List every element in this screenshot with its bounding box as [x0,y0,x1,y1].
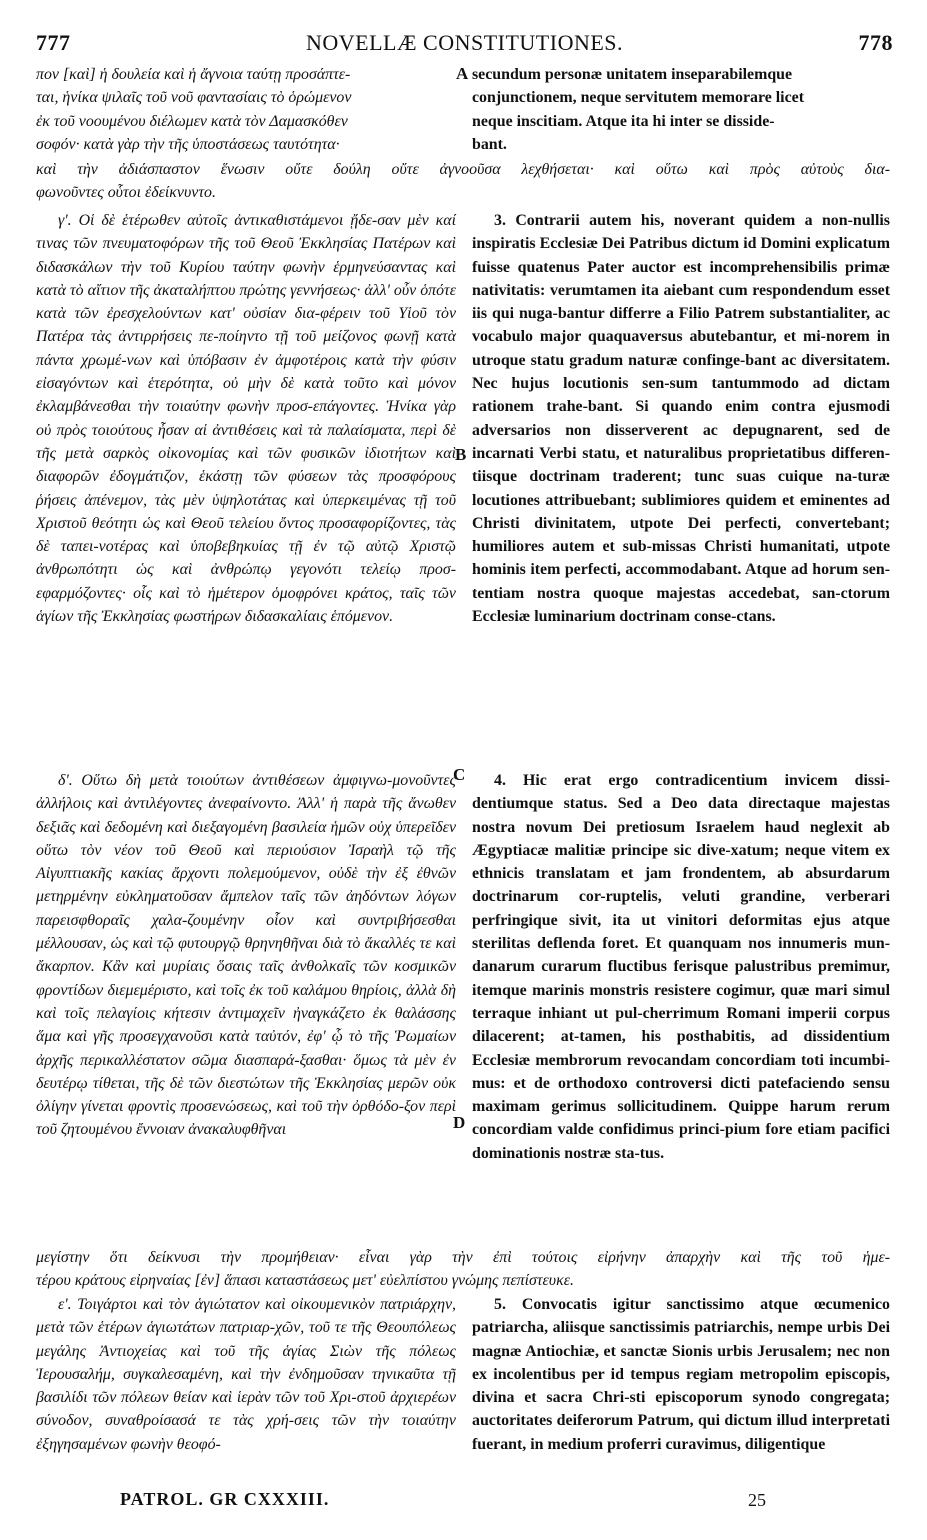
greek-text: ε'. Τοιγάρτοι καὶ τὸν ἁγιώτατον καὶ οἰκουμενικὸν πατριάρχην, μετὰ τῶν ἑτέρων ἁγιωτάτων πατριαρ-χῶν, τοῦ τε τῆς Θεουπόλεως μεγάλης Ἀντιοχείας καὶ τοῦ τῆς ἁγίας Σιὼν τῆς πόλεως Ἱερουσαλήμ, συγκαλεσαμένη, καὶ τὴν ἐνδημοῦσαν τηνικαῦτα τῇ βασιλίδι τῶν πόλεων θείαν καὶ ἱερὰν τῶν τοῦ Χρι-στοῦ ἀρχιερέων σύνοδον, συναθροίσασά τε τὰς χρή-σεις τῶν τὴν τοιαύτην ἐξηγησαμένων φωνὴν θεοφό- [36,1296,456,1453]
latin-text: 5. Convocatis igitur sanctissimo atque œcumenico patriarcha, aliisque sanctissimis patriarchis, nempe urbis Dei magnæ Antiochiæ, et sanctæ Sionis urbis Jerusalem; nec non ex incolentibus per id tempus regiam metropolim episcopis, divina et sacra Chri-sti episcoporum synodo congregata; auctoritates deiferorum Patrum, qui dictum illud interpretati fuerant, in medium proferri curavimus, diligentique [472,1296,890,1453]
intro-greek-column [36,63,456,156]
latin-text: 4. Hic erat ergo contradicentium invicem dissi-dentiumque status. Sed a Deo data directaque majestas nostra novum Dei pretiosum Israelem haud neglexit ab Ægyptiacæ malitiæ principe sic dive-xatum; neque vitem ex ethnicis translatam et jam frondentem, ab absurdarum doctrinarum cor-ruptelis, veluti grandine, verberari perfringique sivit, ita ut vinitori deformitas ejus atque sterilitas deflenda foret. Et quanquam nos innumeris mun-danarum curarum fluctibus ferisque palustribus premimur, itemque marinis monstris resistere cogimur, quæ mari simul terraque inhiant ut pul-cherrimum Romani imperii corpus dilacerent; at-tamen, his posthabitis, ad dissidentium Ecclesiæ membrorum revocandam concordiam toti incumbi-mus: et de orthodoxo controversi dicti patefaciendo sensu maximam gerimus sollicitudinem. Quippe harum rerum concordiam valde confidimus princi-pium fore etiam pacifici dominationis nostræ sta-tus. [472,772,890,1162]
text-line: conjunctionem, neque servitutem memorare licet [472,89,804,107]
greek-paragraph-5 [36,1293,456,1456]
latin-paragraph-3 [472,209,890,628]
margin-marker-d: D [453,1113,466,1132]
margin-marker-a: A [456,64,469,83]
text-line: neque inscitiam. Atque ita hi inter se disside- [472,112,775,130]
page-number-left: 777 [36,30,71,55]
page-number-right: 778 [858,30,893,55]
margin-marker-c: C [453,765,466,784]
text-line: secundum personæ unitatem inseparabilemque [472,66,793,83]
text-line: σοφόν· κατὰ γὰρ τὴν τῆς ὑποστάσεως ταυτότητα· [36,135,340,153]
series-footer: PATROL. GR CXXXIII. [120,1489,330,1509]
text-line: καὶ τὴν ἀδιάσπαστον ἕνωσιν οὔτε δούλη οὔτε ἀγνοοῦσα λεχθήσεται· καὶ οὕτω καὶ πρὸς αὐτοὺς δια- [36,161,890,178]
signature-mark: 25 [748,1490,766,1510]
text-line: πον [καὶ] ἡ δουλεία καὶ ἡ ἄγνοια ταύτῃ προσάπτε- [36,66,351,83]
latin-paragraph-4 [472,769,890,1165]
text-line: φωνοῦντες οὗτοι ἐδείκνυντο. [36,184,216,202]
text-line: bant. [472,135,507,153]
latin-paragraph-5 [472,1293,890,1456]
greek-text: δ'. Οὕτω δὴ μετὰ τοιούτων ἀντιθέσεων ἀμφιγνω-μονοῦντες ἀλλήλοις καὶ ἀντιλέγοντες ἀνεφαίνοντο. Ἀλλ' ἡ παρὰ τῆς ἄνωθεν δεξιᾶς καὶ δεδομένη καὶ διεξαγομένη βασιλεία ἡμῶν οὐχ ὑπερεῖδεν οὕτω τὸν νέον τοῦ Θεοῦ καὶ περιούσιον Ἰσραὴλ τῷ τῆς Αἰγυπτιακῆς κακίας ἄρχοντι πολεμούμενον, οὐδὲ τὴν ἐξ ἐθνῶν μετηρμένην εὐκληματοῦσαν ἄμπελον ταῖς τῶν ἀηδόντων λόγων παρεισφθοραῖς χαλα-ζουμένην οἷον καὶ συντριβήσεσθαι μέλλουσαν, ὡς καὶ τῷ φυτουργῷ θρηνηθῆναι διὰ τὸ ἄκαλλές τε καὶ ἄκαρπον. Κἂν καὶ μυρίαις ὅσαις ταῖς ἀνθολκαῖς τῶν κοσμικῶν φροντίδων διεμεμέριστο, καὶ τοῖς ἐκ τοῦ καλάμου θηρίοις, ἀλλὰ δὴ καὶ τοῖς πελαγίοις κήτεσιν ἀντιμαχεῖν ἠναγκάζετο ἐκ θαλάσσης ἅμα καὶ γῆς προσεγχανοῦσι κατὰ ταὐτόν, ἐφ' ᾧ τὸ τῆς Ῥωμαίων ἀρχῆς περικαλλέστατον σῶμα διασπαρά-ξασθαι· ὅμως τὰ μὲν ἐν δευτέρῳ τίθεται, τῆς δὲ τῶν διεστώτων τῆς Ἐκκλησίας μερῶν οὐκ ὀλίγην γίνεται φροντὶς προσενώσεως, καὶ τοῦ τὴν ὀρθόδο-ξον περὶ τοῦ ζητουμένου ἔννοιαν ἀνακαλυφθῆναι [36,772,456,1139]
text-line: τέρου κράτους εἰρηναίας [ἐν] ἅπασι καταστάσεως μετ' εὐελπίστου γνώμης πεπίστευκε. [36,1272,574,1290]
text-line: μεγίστην ὅτι δείκνυσι τὴν προμήθειαν· εἶναι γὰρ τὴν ἐπὶ τούτοις εἰρήνην ἀπαρχὴν καὶ τῆς τοῦ ἡμε- [36,1249,890,1266]
intro-latin-column [472,63,890,156]
latin-text: 3. Contrarii autem his, noverant quidem a non-nullis inspiratis Ecclesiæ Dei Patribus dictum id Domini explicatum fuisse quatenus Pater auctor est incomprehensibilis primæ nativitatis: verumtamen ita aiebant cum respondendum esset iis qui nuga-bantur differre a Filio Patrem substantialiter, ac vocabulo major quaquaversus abutebantur, et mi-norem in utroque statu gradum naturæ confinge-bant ac diversitatem. Nec hujus locutionis sen-sum tantummodo ad dictam rationem trahe-bant. Si quando enim contra ejusmodi adversarios non disserverent ac depugnarent, sed de incarnati Verbi statu, et naturalibus proprietatibus differen-tiisque doctrinam traderent; tunc suas cuique na-turæ locutiones attribuebant; sublimiores quidem et eminentes ad Christi divinitatem, utpote Dei perfecti, convertebant; humiliores autem et sub-missas Christi humanitati, utpote hominis item perfecti, accommodabant. Atque ad horum sen-tentiam nostra quoque majestas accedebat, san-ctorum Ecclesiæ luminarium doctrinam conse-ctans. [472,212,890,626]
margin-marker-b: B [455,445,467,464]
page-header [36,30,893,62]
greek-paragraph-3 [36,209,456,628]
bridge-full-width [36,1246,890,1293]
greek-paragraph-4 [36,769,456,1142]
intro-full-width [36,158,890,205]
running-title: NOVELLÆ CONSTITUTIONES. [305,30,624,55]
greek-text: γ'. Οἱ δὲ ἑτέρωθεν αὐτοῖς ἀντικαθιστάμενοι ᾔδε-σαν μὲν καί τινας τῶν πνευματοφόρων τῆς τοῦ Θεοῦ Ἐκκλησίας Πατέρων καὶ διδασκάλων τὴν τοῦ Κυρίου ταύτην φωνὴν ἑρμηνεύσαντας καὶ κατὰ τὸ αἴτιον τῆς ἀκαταλήπτου πρώτης γεννήσεως· ἀλλ' οὖν ὁπότε κατὰ τῶν ἐρεσχελούντων κατ' οὐσίαν δια-φέρειν τοῦ Υἱοῦ τὸν Πατέρα τὰς ἀντιρρήσεις πε-ποίηντο τῇ τοῦ μείζονος φωνῇ κατὰ πάντα χρωμέ-νων καὶ ὑπόβασιν ἐν ἀμφοτέροις κατὰ τὴν φύσιν εἰσαγόντων καὶ ἑτερότητα, οὐ μὴν δὲ κατὰ τοῦτο καὶ μόνον ἐκλαμβάνεσθαι τὴν τοιαύτην φωνὴν προσ-επάγοντες. Ἡνίκα γὰρ οὐ πρὸς τοιούτους ἦσαν αἱ ἀντιθέσεις καὶ τὰ παλαίσματα, περὶ δὲ τῆς μετὰ σαρκὸς οἰκονομίας καὶ τῶν φυσικῶν ἰδιοτήτων καὶ διαφορῶν ἐδογμάτιζον, ἑκάστῃ τῶν φύσεων τὰς προσφόρους ῥήσεις ἀπένεμον, τὰς μὲν ὑψηλοτάτας καὶ ὑπερκειμένας τῇ τοῦ Χριστοῦ θεότητι ὡς καὶ Θεοῦ τελείου ὄντος προσαφορίζοντες, τὰς δὲ ταπει-νοτέρας καὶ ὑποβεβηκυίας τῇ ἐν τῷ αὐτῷ Χριστῷ ἀνθρωπότητι ὡς καὶ ἀνθρώπῳ γεγονότι τελείῳ προσ-εφαρμόζοντες· οἷς καὶ τὸ ἡμέτερον ὁμοφρόνει κράτος, ταῖς τῶν ἁγίων τῆς Ἐκκλησίας φωστήρων διδασκαλίαις ἑπόμενον. [36,212,456,626]
text-line: ἐκ τοῦ νοουμένου διέλωμεν κατὰ τὸν Δαμασκόθεν [36,112,348,130]
text-line: ται, ἡνίκα ψιλαῖς τοῦ νοῦ φαντασίαις τὸ ὁρώμενον [36,89,352,107]
